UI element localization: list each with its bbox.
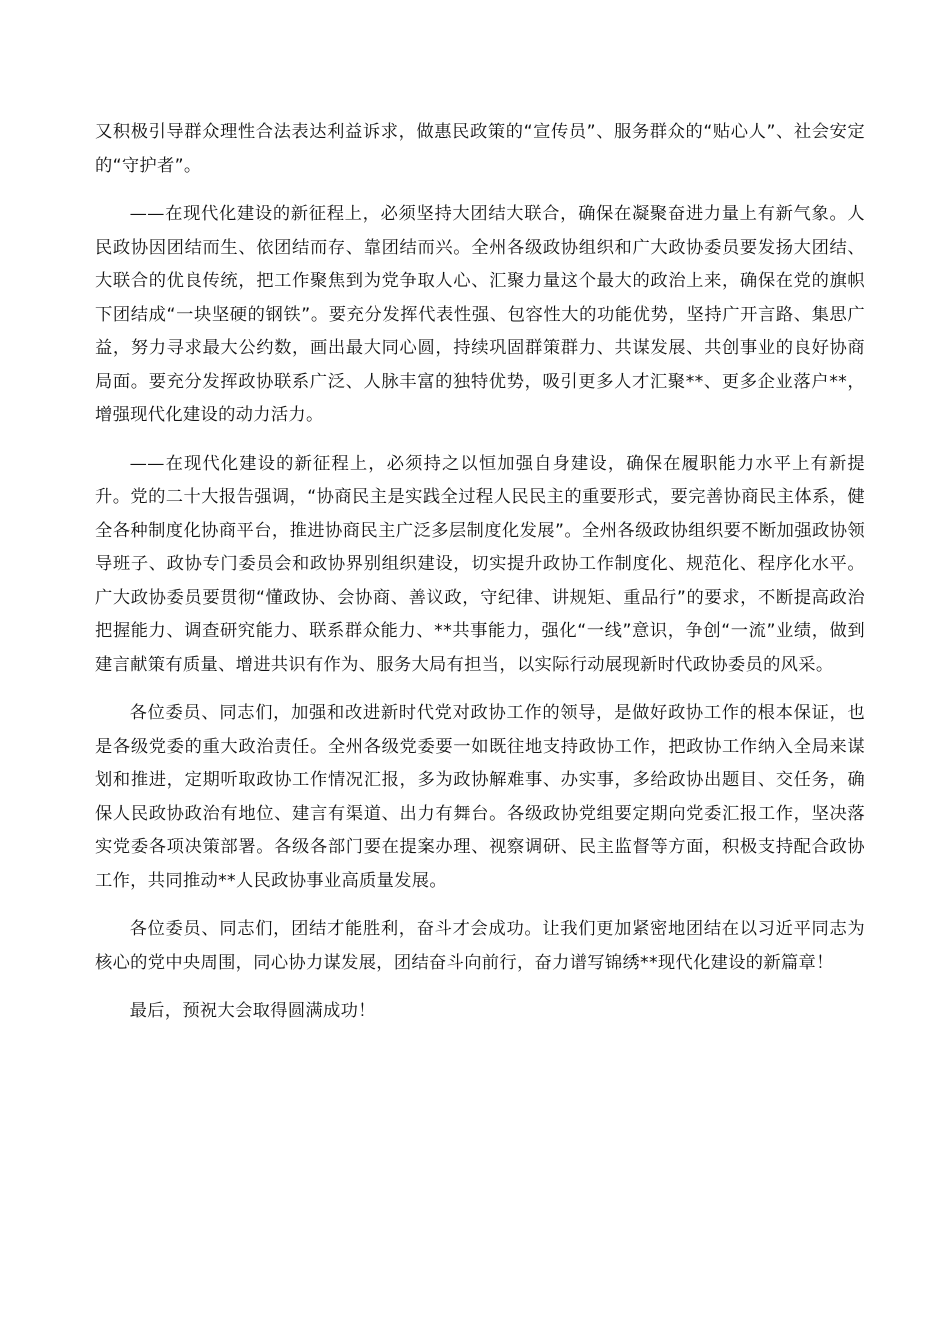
- paragraph-5: 各位委员、同志们，团结才能胜利，奋斗才会成功。让我们更加紧密地团结在以习近平同志为核心的党中央周围，同心协力谋发展，团结奋斗向前行，奋力谱写锦绣**现代化建设的新篇章！: [95, 919, 865, 973]
- paragraph-6: 最后，预祝大会取得圆满成功！: [129, 1001, 376, 1021]
- document-page: [95, 116, 865, 1044]
- paragraph-4: 各位委员、同志们，加强和改进新时代党对政协工作的领导，是做好政协工作的根本保证，也是各级党委的重大政治责任。全州各级党委要一如既往地支持政协工作，把政协工作纳入全局来谋划和推进，定期听取政协工作情况汇报，多为政协解难事、办实事，多给政协出题目、交任务，确保人民政协政治有地位、建言有渠道、出力有舞台。各级政协党组要定期向党委汇报工作，坚决落实党委各项决策部署。各级各部门要在提案办理、视察调研、民主监督等方面，积极支持配合政协工作，共同推动**人民政协事业高质量发展。: [95, 703, 865, 891]
- paragraph-3: ——在现代化建设的新征程上，必须持之以恒加强自身建设，确保在履职能力水平上有新提升。党的二十大报告强调，“协商民主是实践全过程人民民主的重要形式，要完善协商民主体系，健全各种制度化协商平台，推进协商民主广泛多层制度化发展”。全州各级政协组织要不断加强政协领导班子、政协专门委员会和政协界别组织建设，切实提升政协工作制度化、规范化、程序化水平。广大政协委员要贯彻“懂政协、会协商、善议政，守纪律、讲规矩、重品行”的要求，不断提高政治把握能力、调查研究能力、联系群众能力、**共事能力，强化“一线”意识，争创“一流”业绩，做到建言献策有质量、增进共识有作为、服务大局有担当，以实际行动展现新时代政协委员的风采。: [95, 453, 865, 675]
- paragraph-1: 又积极引导群众理性合法表达利益诉求，做惠民政策的“宣传员”、服务群众的“贴心人”、社会安定的“守护者”。: [95, 122, 865, 176]
- paragraph-2: ——在现代化建设的新征程上，必须坚持大团结大联合，确保在凝聚奋进力量上有新气象。人民政协因团结而生、依团结而存、靠团结而兴。全州各级政协组织和广大政协委员要发扬大团结、大联合的优良传统，把工作聚焦到为党争取人心、汇聚力量这个最大的政治上来，确保在党的旗帜下团结成“一块坚硬的钢铁”。要充分发挥代表性强、包容性大的功能优势，坚持广开言路、集思广益，努力寻求最大公约数，画出最大同心圆，持续巩固群策群力、共谋发展、共创事业的良好协商局面。要充分发挥政协联系广泛、人脉丰富的独特优势，吸引更多人才汇聚**、更多企业落户**，增强现代化建设的动力活力。: [95, 204, 865, 425]
